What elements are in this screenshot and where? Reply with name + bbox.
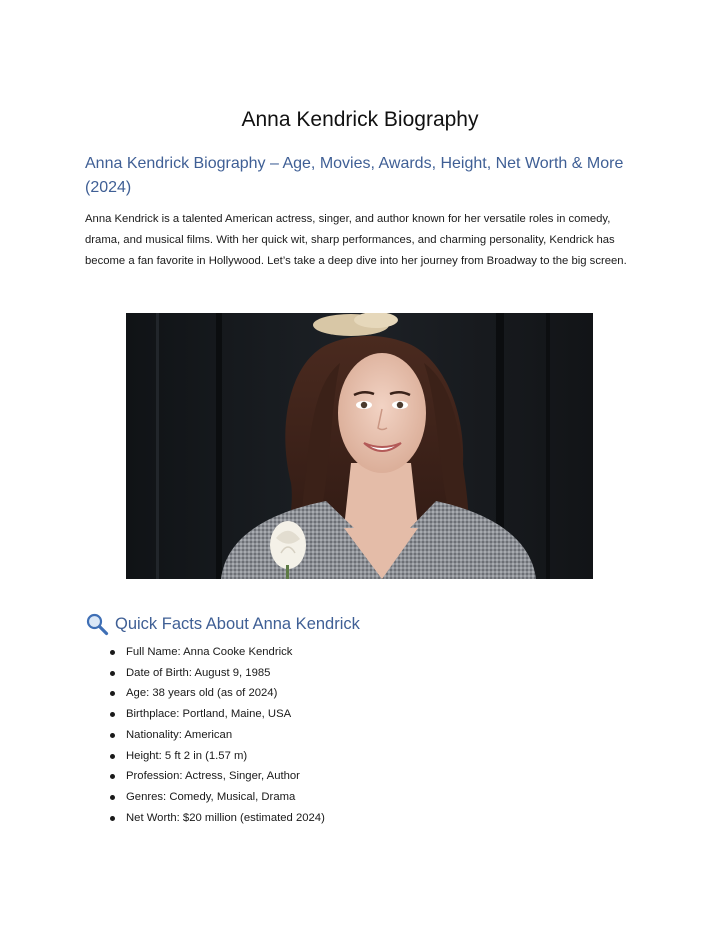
fact-height: Height: 5 ft 2 in (1.57 m) (110, 746, 325, 767)
portrait-photo (126, 313, 593, 579)
fact-genres: Genres: Comedy, Musical, Drama (110, 787, 325, 808)
fact-age: Age: 38 years old (as of 2024) (110, 683, 325, 704)
fact-nationality: Nationality: American (110, 725, 325, 746)
fact-date-of-birth: Date of Birth: August 9, 1985 (110, 663, 325, 684)
quick-facts-heading (85, 612, 360, 636)
fact-birthplace: Birthplace: Portland, Maine, USA (110, 704, 325, 725)
quick-facts-heading-text: Quick Facts About Anna Kendrick (115, 614, 360, 633)
fact-net-worth: Net Worth: $20 million (estimated 2024) (110, 808, 325, 829)
fact-full-name: Full Name: Anna Cooke Kendrick (110, 642, 325, 663)
magnifier-icon (85, 612, 109, 636)
page-title: Anna Kendrick Biography (241, 108, 479, 131)
fact-profession: Profession: Actress, Singer, Author (110, 766, 325, 787)
quick-facts-list (110, 642, 325, 828)
intro-paragraph: Anna Kendrick is a talented American actress, singer, and author known for her versatile roles in comedy, drama, and musical films. With her quick wit, sharp performances, and charming personality, Kendrick has become a fan favorite in Hollywood. Let’s take a deep dive into her journey from Broadway to the big screen. (85, 213, 627, 267)
article-subtitle: Anna Kendrick Biography – Age, Movies, Awards, Height, Net Worth & More (2024) (85, 155, 624, 196)
